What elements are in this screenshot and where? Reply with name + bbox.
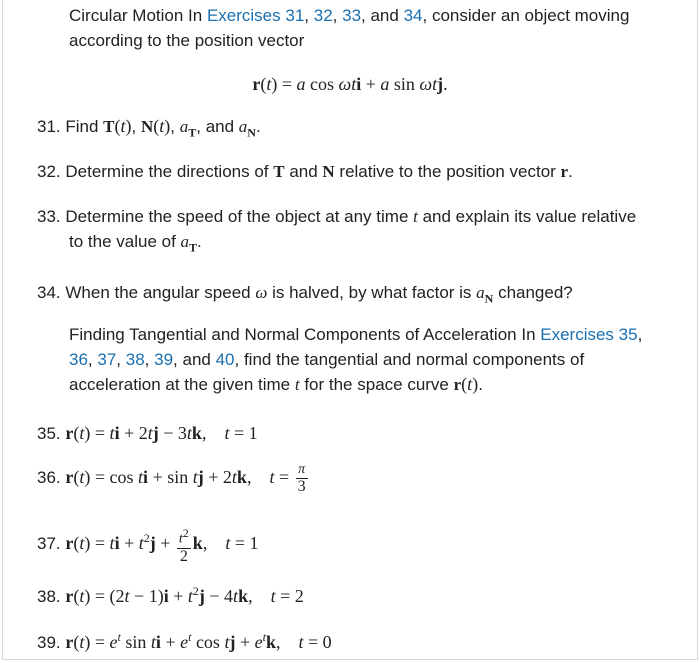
exercise-31-link[interactable]: 31 bbox=[285, 6, 305, 25]
exercise-31: 31. Find T(t), N(t), $a_T$, and $a_N$. bbox=[37, 116, 261, 140]
exercise-38-link[interactable]: 38 bbox=[125, 350, 145, 369]
exercise-32: 32. Determine the directions of T and N relative to the position vector r. bbox=[37, 162, 573, 181]
exercise-36-link[interactable]: 36 bbox=[69, 350, 88, 369]
exercise-36: 36. r(t) = cos ti + sin tj + 2tk, t = $\frac{\pi}{3}$ bbox=[37, 462, 306, 495]
exercises-link[interactable]: Exercises bbox=[206, 6, 281, 25]
exercise-39-link[interactable]: 39 bbox=[154, 350, 174, 369]
exercise-33-link[interactable]: 33 bbox=[342, 6, 362, 25]
exercise-40-link[interactable]: 40 bbox=[215, 350, 235, 369]
exercise-37: 37. r(t) = ti + $t^2j$ + $\frac{t^2}{2}$ k, t = 1 bbox=[37, 526, 259, 565]
exercise-35: 35. r(t) = ti + 2tj − 3tk, t = 1 bbox=[37, 423, 258, 443]
position-vector-equation: r(t) = a cos ωti + a sin ωtj. bbox=[252, 74, 448, 94]
exercise-35-link[interactable]: 35 bbox=[618, 325, 638, 344]
exercise-34-link[interactable]: 34 bbox=[403, 6, 423, 25]
exercise-38: 38. $r(t) = (2t - 1)i + t^2j - 4tk$, t = 2 bbox=[37, 584, 304, 606]
exercise-34: 34. When the angular speed ω is halved, by what factor is $a_N$ changed? bbox=[37, 283, 573, 306]
exercises-link-2[interactable]: Exercises bbox=[540, 325, 614, 344]
intro-tangential-normal: Finding Tangential and Normal Components of Acceleration In Exercises 35, 36, 37, 38, 39, and 40, find the tangential and normal components of acceleration at the given time t for the space curve r(t). bbox=[69, 325, 643, 394]
exercise-37-link[interactable]: 37 bbox=[97, 350, 117, 369]
exercise-33: 33. Determine the speed of the object at any time t and explain its value relative to the value of $a_T$. bbox=[37, 207, 637, 255]
exercise-39: 39. $r(t) = e^t$ sin ti + $e^t$ cos tj + $e^tk$, t = 0 bbox=[37, 630, 332, 652]
intro-circular-motion: Circular Motion In Exercises 31, 32, 33, and 34, consider an object moving according to the position vector bbox=[69, 6, 630, 50]
exercise-32-link[interactable]: 32 bbox=[313, 6, 333, 25]
